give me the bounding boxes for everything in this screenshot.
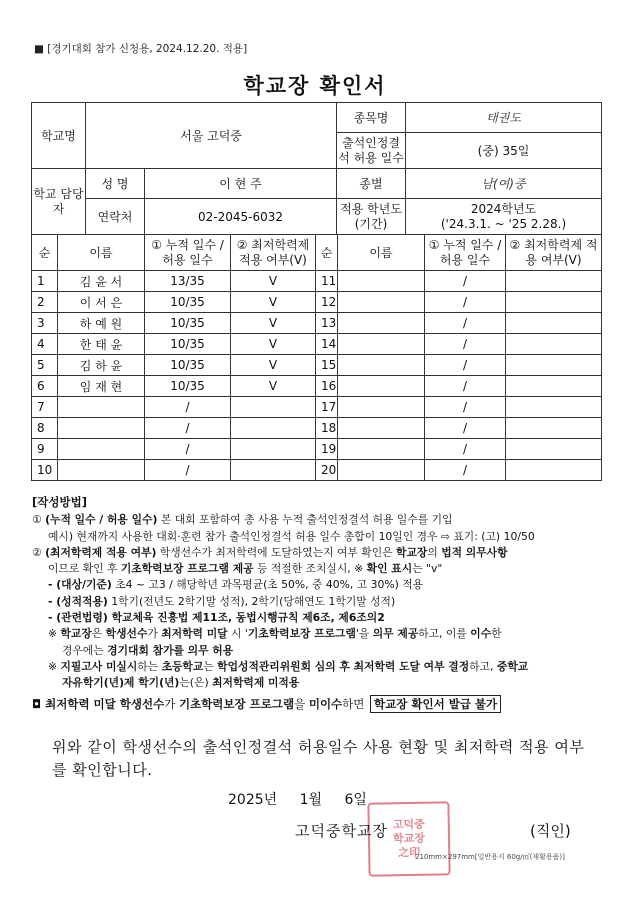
- row-name: [58, 439, 145, 460]
- header-no: 순: [32, 235, 58, 271]
- row-name: [338, 334, 425, 355]
- table-row: [32, 397, 602, 418]
- contact-label: 연락처: [86, 199, 145, 235]
- row-days: /: [425, 460, 506, 481]
- row-days: /: [145, 439, 231, 460]
- row-name: [58, 397, 145, 418]
- name-label: 성 명: [86, 169, 145, 199]
- period-value: ('24.3.1. ~ '25 2.28.): [440, 216, 567, 231]
- note1-h: 기초학력보장 프로그램: [247, 627, 356, 641]
- method-item-2: [32, 545, 602, 561]
- table-row: [32, 313, 602, 334]
- row-min: [231, 460, 316, 481]
- warn-b: 학생선수: [119, 696, 165, 711]
- row-days: /: [425, 376, 506, 397]
- item1-mark: ①: [32, 513, 42, 527]
- row-days: /: [425, 271, 506, 292]
- row-name: [338, 439, 425, 460]
- row-no: 8: [32, 418, 58, 439]
- sport-label: 종목명: [337, 103, 406, 133]
- paper-spec-note: 210mm×297mm[일반용지 60g/㎡(재활용품)]: [415, 853, 565, 861]
- row-days: /: [425, 439, 506, 460]
- row-name: 김 윤 서: [58, 271, 145, 292]
- row-days: 10/35: [145, 292, 231, 313]
- document-header-note: ■ [경기대회 참가 신청용, 2024.12.20. 적용]: [34, 43, 248, 55]
- item2-line2c: 등 적절한 조치실시, ※: [253, 562, 367, 576]
- note1-b: 학교장: [60, 627, 92, 641]
- row-days: 10/35: [145, 355, 231, 376]
- row-name: [338, 376, 425, 397]
- item2-line2a: 이므로 확인 후: [48, 562, 121, 576]
- row-days: /: [425, 418, 506, 439]
- header-days: ① 누적 일수 / 허용 일수: [145, 235, 231, 271]
- sport-value: 태권도: [406, 103, 602, 133]
- row-min: V: [231, 376, 316, 397]
- allowed-days-value: (중) 35일: [406, 133, 602, 169]
- row-days: /: [425, 355, 506, 376]
- signature-school: 고덕중학교장: [295, 822, 388, 840]
- row-min: [506, 292, 602, 313]
- row-min: V: [231, 313, 316, 334]
- row-no: 18: [316, 418, 338, 439]
- row-min: [506, 439, 602, 460]
- row-name: 임 재 현: [58, 376, 145, 397]
- writing-method: [32, 494, 602, 713]
- row-name: [338, 355, 425, 376]
- method-item-1: [32, 512, 602, 528]
- row-no: 3: [32, 313, 58, 334]
- allowed-days-label: 출석인정결석 허용 일수: [337, 133, 406, 169]
- row-name: [338, 418, 425, 439]
- row-no: 4: [32, 334, 58, 355]
- row-name: [338, 397, 425, 418]
- row-no: 20: [316, 460, 338, 481]
- note2-line2a: 자유학기(년)제 학기(년): [62, 676, 180, 690]
- note2-f: 학업성적관리위원회 심의 후 최저학력 도달 여부 결정: [217, 659, 470, 673]
- note2-line2b: 는(은): [179, 676, 213, 690]
- note2-line2c: 최저학력제 미적용: [212, 676, 300, 690]
- row-min: V: [231, 271, 316, 292]
- table-row: [32, 292, 602, 313]
- row-no: 9: [32, 439, 58, 460]
- note1-line2b: 경기대회 참가를 의무 허용: [107, 643, 234, 657]
- row-days: 13/35: [145, 271, 231, 292]
- item2-text2: 의: [427, 545, 442, 559]
- row-days: /: [425, 397, 506, 418]
- row-no: 2: [32, 292, 58, 313]
- note1-d: 학생선수: [105, 627, 148, 641]
- row-no: 19: [316, 439, 338, 460]
- row-min: [231, 439, 316, 460]
- name-value: 이 현 주: [145, 169, 337, 199]
- sub2-text: 1학기(전년도 2학기말 성적), 2학기(당해연도 1학기말 성적): [107, 594, 396, 608]
- category-label: 종별: [337, 169, 406, 199]
- row-min: [506, 460, 602, 481]
- row-min: [231, 397, 316, 418]
- table-row: [32, 460, 602, 481]
- method-sub-2: [32, 594, 602, 610]
- page-title: 학교장 확인서: [243, 74, 387, 98]
- warn-e: 을: [294, 696, 309, 711]
- table-row: [32, 418, 602, 439]
- note1-l: 이수: [470, 627, 492, 641]
- item2-bold2: 학교장: [396, 545, 428, 559]
- category-value: 남(여)중: [406, 169, 602, 199]
- row-name: [338, 292, 425, 313]
- signature-role: (직인): [530, 822, 571, 840]
- year-label: 적용 학년도 (기간): [337, 199, 406, 235]
- date-day: 6일: [344, 792, 367, 808]
- item2-bold3: 법적 의무사항: [441, 545, 508, 559]
- note2-a: ※: [48, 659, 61, 673]
- warn-g: 하면: [342, 696, 369, 711]
- school-info-table: [31, 102, 602, 235]
- method-item-1-example: [32, 529, 602, 545]
- note1-m: 한: [491, 627, 502, 641]
- row-name: [58, 460, 145, 481]
- table-row: [32, 271, 602, 292]
- header-no: 순: [316, 235, 338, 271]
- row-name: [338, 271, 425, 292]
- row-min: [506, 355, 602, 376]
- item2-bold: (최저학력제 적용 여부): [45, 545, 157, 559]
- note2-b: 지필고사 미실시: [60, 659, 138, 673]
- warn-no-issue-box: 학교장 확인서 발급 불가: [370, 695, 501, 713]
- note1-j: 의무 제공: [372, 627, 419, 641]
- note1-g: 시 ': [227, 627, 248, 641]
- row-days: /: [425, 313, 506, 334]
- row-name: 한 태 윤: [58, 334, 145, 355]
- confirmation-text: 위와 같이 학생선수의 출석인정결석 허용일수 사용 현황 및 최저학력 적용 여부를 확인합니다.: [52, 738, 585, 779]
- row-min: [506, 397, 602, 418]
- year-value: 2024학년도: [470, 201, 537, 216]
- note1-f: 최저학력 미달: [161, 627, 228, 641]
- row-no: 11: [316, 271, 338, 292]
- date-month: 1월: [299, 792, 323, 808]
- row-no: 10: [32, 460, 58, 481]
- row-days: 10/35: [145, 334, 231, 355]
- sub3-text: 학교체육 진흥법 제11조, 동법시행규칙 제6조, 제6조의2: [107, 611, 385, 625]
- note1-i: '을: [355, 627, 373, 641]
- warn-f: 미이수: [308, 696, 343, 711]
- row-min: [506, 271, 602, 292]
- row-no: 16: [316, 376, 338, 397]
- warn-d: 기초학력보장 프로그램: [178, 696, 295, 711]
- table-row: [32, 355, 602, 376]
- table-row: [32, 439, 602, 460]
- note1-a: ※: [48, 627, 61, 641]
- item2-line2b: 기초학력보장 프로그램 제공: [120, 562, 254, 576]
- row-days: /: [145, 460, 231, 481]
- warn-a: 최저학력 미달: [41, 696, 120, 711]
- item1-example: 예시) 현재까지 사용한 대회·훈련 참가 출석인정결석 허용 일수 총합이 10일인 경우 ⇨ 표기: (고) 10/50: [48, 529, 535, 543]
- year-cell: [406, 199, 602, 235]
- row-min: V: [231, 292, 316, 313]
- row-min: V: [231, 334, 316, 355]
- note1-c: 은: [91, 627, 106, 641]
- warn-c: 가: [164, 696, 179, 711]
- method-note-2-line2: [32, 675, 602, 691]
- row-min: [506, 334, 602, 355]
- method-note-1: [32, 626, 602, 642]
- row-days: /: [145, 397, 231, 418]
- item2-line2d: 확인 표시: [366, 562, 413, 576]
- table-row: [32, 334, 602, 355]
- row-no: 14: [316, 334, 338, 355]
- note1-line2a: 경우에는: [62, 643, 108, 657]
- row-min: [506, 313, 602, 334]
- sub1-bold: - (대상/기준): [48, 578, 112, 592]
- note2-d: 초등학교: [161, 659, 204, 673]
- table-row: [32, 376, 602, 397]
- sub2-bold: - (성적적용): [48, 594, 108, 608]
- note2-c: 하는: [137, 659, 162, 673]
- sub3-bold: - (관련법령): [48, 611, 108, 625]
- warning-line: [32, 695, 602, 713]
- row-no: 5: [32, 355, 58, 376]
- row-name: 김 하 윤: [58, 355, 145, 376]
- row-min: [231, 418, 316, 439]
- item2-text: 학생선수가 최저학력에 도달하였는지 여부 확인은: [156, 545, 397, 559]
- method-note-1-line2: [32, 643, 602, 659]
- row-no: 15: [316, 355, 338, 376]
- method-sub-1: [32, 577, 602, 593]
- school-label: 학교명: [32, 103, 86, 169]
- row-no: 13: [316, 313, 338, 334]
- students-table: [31, 234, 602, 481]
- row-no: 1: [32, 271, 58, 292]
- row-no: 17: [316, 397, 338, 418]
- header-name: 이름: [58, 235, 145, 271]
- method-item-2-line2: [32, 561, 602, 577]
- header-days: ① 누적 일수 / 허용 일수: [425, 235, 506, 271]
- warning-icon: ◘: [32, 696, 42, 711]
- row-name: [58, 418, 145, 439]
- note2-g: 하고,: [469, 659, 497, 673]
- method-sub-3: [32, 610, 602, 626]
- row-days: /: [425, 292, 506, 313]
- row-no: 12: [316, 292, 338, 313]
- date-year: 2025년: [228, 792, 278, 808]
- row-min: [506, 418, 602, 439]
- item1-text: 본 대회 포함하여 총 사용 누적 출석인정결석 허용 일수를 기입: [157, 513, 453, 527]
- school-value: 서울 고덕중: [86, 103, 337, 169]
- note2-e: 는: [203, 659, 218, 673]
- item2-line2e: 는 "v": [412, 562, 443, 576]
- header-min: ② 최저학력제 적용 여부(V): [506, 235, 602, 271]
- row-name: [338, 460, 425, 481]
- row-min: [506, 376, 602, 397]
- row-min: V: [231, 355, 316, 376]
- note1-e: 가: [147, 627, 162, 641]
- row-name: 이 서 은: [58, 292, 145, 313]
- row-days: /: [145, 418, 231, 439]
- issue-date: [228, 789, 385, 809]
- manager-label: 학교 담당자: [32, 169, 86, 235]
- row-no: 6: [32, 376, 58, 397]
- contact-value: 02-2045-6032: [145, 199, 337, 235]
- row-days: 10/35: [145, 376, 231, 397]
- official-seal-stamp: 고덕중 학교장 之印: [367, 801, 450, 876]
- method-note-2: [32, 659, 602, 675]
- item1-bold: (누적 일수 / 허용 일수): [45, 513, 158, 527]
- method-heading: [작성방법]: [32, 495, 87, 509]
- row-days: 10/35: [145, 313, 231, 334]
- header-min: ② 최저학력제 적용 여부(V): [231, 235, 316, 271]
- row-name: 하 예 원: [58, 313, 145, 334]
- note2-h: 중학교: [496, 659, 529, 673]
- row-days: /: [425, 334, 506, 355]
- sub1-text: 초4 ~ 고3 / 해당학년 과목평균(초 50%, 중 40%, 고 30%) 적용: [111, 578, 424, 592]
- item2-mark: ②: [32, 545, 42, 559]
- row-no: 7: [32, 397, 58, 418]
- note1-k: 하고, 이를: [418, 627, 471, 641]
- row-name: [338, 313, 425, 334]
- header-name: 이름: [338, 235, 425, 271]
